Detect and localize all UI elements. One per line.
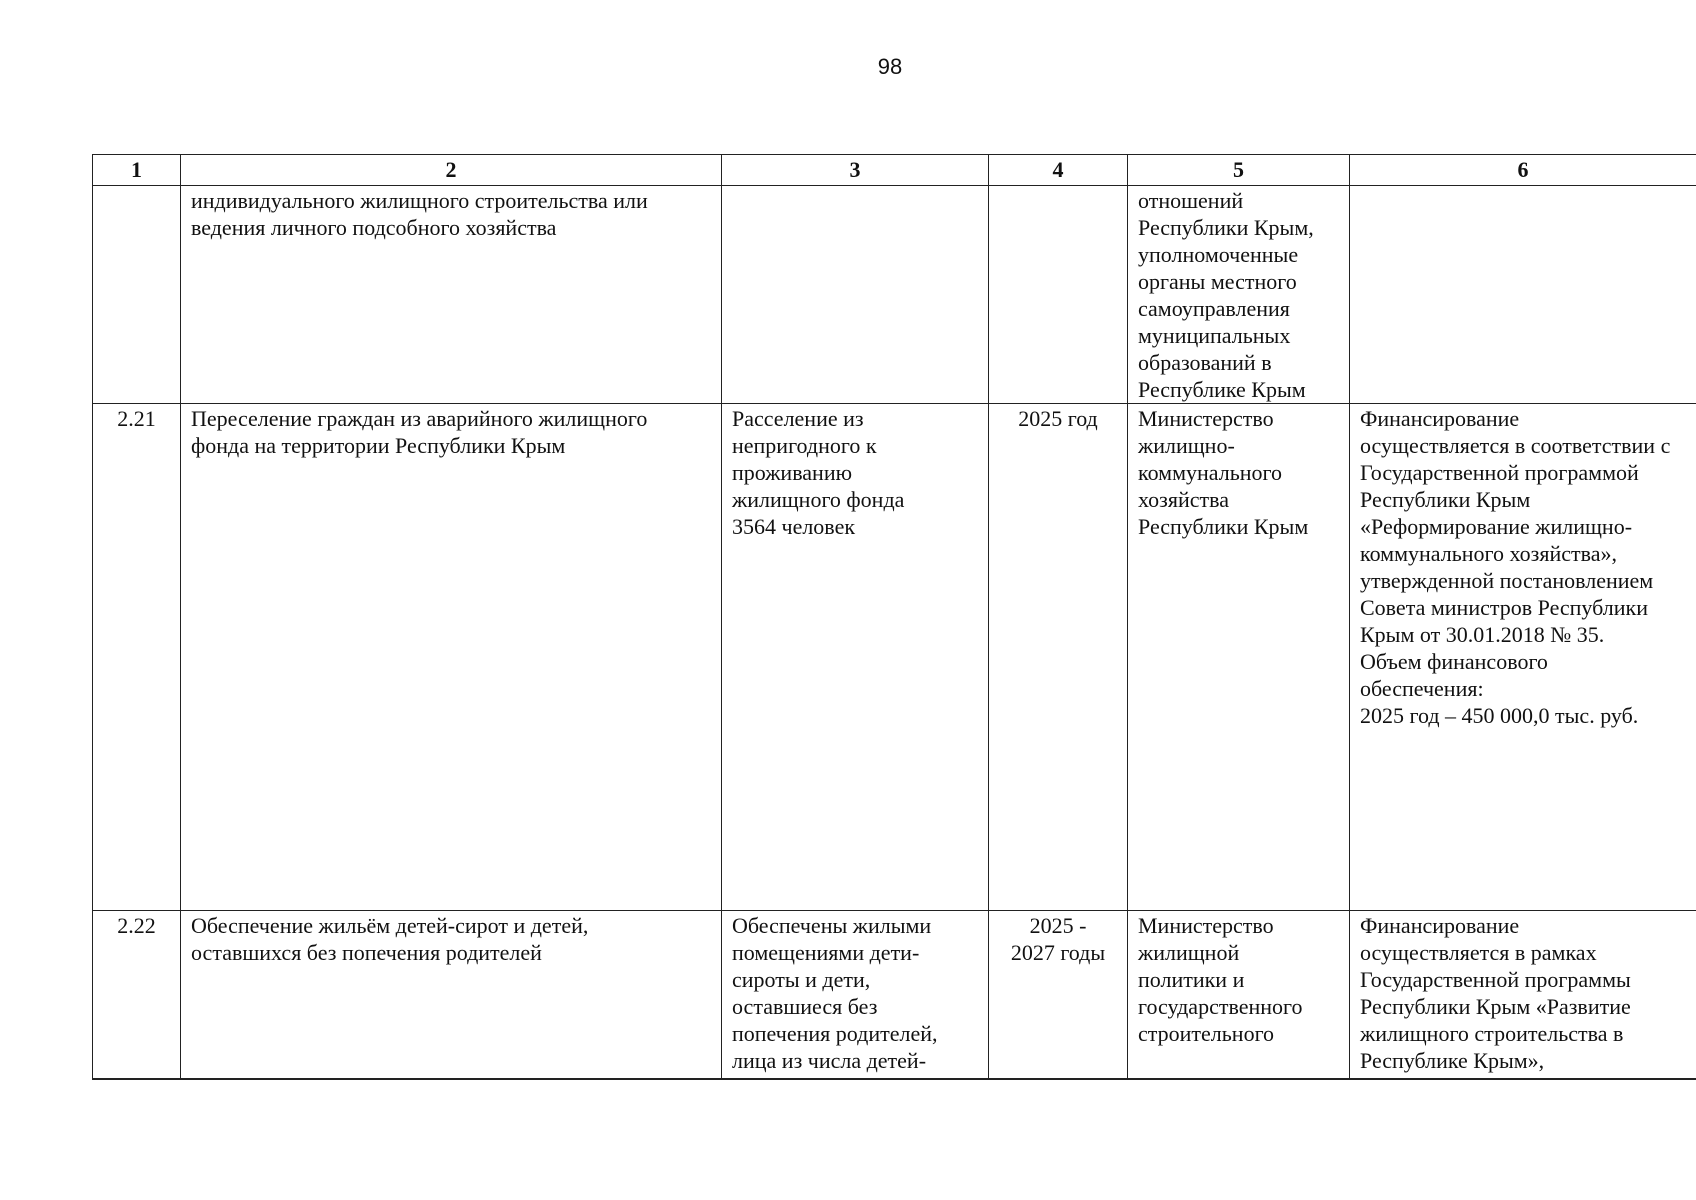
cell-text: 2.22 — [117, 913, 156, 938]
executor-cell — [1128, 404, 1350, 911]
cell-text-line: фонда на территории Республики Крым — [191, 433, 566, 458]
financing-cell — [1350, 911, 1696, 1080]
row-number-cell — [93, 186, 181, 404]
expected-result-cell — [722, 186, 989, 404]
cell-text-line: государственного — [1138, 994, 1303, 1019]
column-header-5: 5 — [1128, 155, 1350, 186]
cell-text-line: лица из числа детей- — [732, 1048, 927, 1073]
cell-text-line: жилищного строительства в — [1360, 1021, 1624, 1046]
cell-text-line: 2025 год – 450 000,0 тыс. руб. — [1360, 703, 1639, 728]
column-header-1: 1 — [93, 155, 181, 186]
cell-text-line: оставшихся без попечения родителей — [191, 940, 542, 965]
table-header-row — [93, 155, 1696, 186]
cell-text-line: Государственной программы — [1360, 967, 1631, 992]
page-number: 98 — [877, 54, 903, 79]
row-number-cell — [93, 404, 181, 911]
financing-cell — [1350, 404, 1696, 911]
cell-text-line: 2025 - — [1029, 913, 1087, 938]
cell-text-line: политики и — [1138, 967, 1245, 992]
cell-text-line: уполномоченные — [1138, 242, 1299, 267]
column-header-3: 3 — [722, 155, 989, 186]
cell-text-line: осуществляется в рамках — [1360, 940, 1597, 965]
cell-text-line: муниципальных — [1138, 323, 1291, 348]
cell-text-line: проживанию — [732, 460, 853, 485]
row-number-cell — [93, 911, 181, 1080]
cell-text-line: самоуправления — [1138, 296, 1290, 321]
term-cell — [989, 404, 1128, 911]
cell-text-line: попечения родителей, — [732, 1021, 938, 1046]
term-cell — [989, 911, 1128, 1080]
cell-text-line: оставшиеся без — [732, 994, 878, 1019]
cell-text-line: Республики Крым «Развитие — [1360, 994, 1631, 1019]
cell-text: 2.21 — [117, 406, 156, 431]
cell-text-line: хозяйства — [1138, 487, 1229, 512]
table-row — [93, 404, 1696, 911]
cell-text-line: Расселение из — [732, 406, 864, 431]
cell-text-line: индивидуального жилищного строительства или — [191, 188, 648, 213]
cell-text-line: ведения личного подсобного хозяйства — [191, 215, 557, 240]
table-row — [93, 186, 1696, 404]
cell-text-line: Обеспечение жильём детей-сирот и детей, — [191, 913, 589, 938]
cell-text-line: «Реформирование жилищно- — [1360, 514, 1633, 539]
cell-text-line: жилищной — [1138, 940, 1240, 965]
measure-name-cell — [181, 404, 722, 911]
cell-text-line: Крым от 30.01.2018 № 35. — [1360, 622, 1605, 647]
column-header-2: 2 — [181, 155, 722, 186]
cell-text-line: Переселение граждан из аварийного жилищного — [191, 406, 648, 431]
financing-cell — [1350, 186, 1696, 404]
cell-text-line: обеспечения: — [1360, 676, 1484, 701]
cell-text-line: непригодного к — [732, 433, 877, 458]
cell-text-line: коммунального хозяйства», — [1360, 541, 1617, 566]
cell-text-line: 2025 год — [1018, 406, 1098, 431]
cell-text-line: Обеспечены жилыми — [732, 913, 932, 938]
executor-cell — [1128, 911, 1350, 1080]
column-header-6: 6 — [1350, 155, 1696, 186]
cell-text-line: жилищного фонда — [732, 487, 905, 512]
expected-result-cell — [722, 911, 989, 1080]
cell-text-line: сироты и дети, — [732, 967, 871, 992]
cell-text-line: Объем финансового — [1360, 649, 1548, 674]
cell-text-line: строительного — [1138, 1021, 1275, 1046]
cell-text-line: помещениями дети- — [732, 940, 920, 965]
cell-text-line: осуществляется в соответствии с — [1360, 433, 1671, 458]
measure-name-cell — [181, 186, 722, 404]
cell-text-line: органы местного — [1138, 269, 1297, 294]
cell-text-line: 2027 годы — [1010, 940, 1106, 965]
cell-text-line: отношений — [1138, 188, 1244, 213]
cell-text-line: Республике Крым — [1138, 377, 1306, 402]
cell-text-line: Республики Крым, — [1138, 215, 1314, 240]
cell-text-line: Государственной программой — [1360, 460, 1639, 485]
cell-text-line: образований в — [1138, 350, 1272, 375]
cell-text-line: Республики Крым — [1360, 487, 1531, 512]
column-header-4: 4 — [989, 155, 1128, 186]
cell-text-line: 3564 человек — [732, 514, 856, 539]
cell-text-line: коммунального — [1138, 460, 1282, 485]
cell-text-line: жилищно- — [1138, 433, 1235, 458]
cell-text-line: Финансирование — [1360, 406, 1520, 431]
term-cell — [989, 186, 1128, 404]
executor-cell — [1128, 186, 1350, 404]
cell-text-line: утвержденной постановлением — [1360, 568, 1654, 593]
expected-result-cell — [722, 404, 989, 911]
measures-table — [92, 154, 1696, 1080]
cell-text-line: Министерство — [1138, 406, 1274, 431]
cell-text-line: Республике Крым», — [1360, 1048, 1545, 1073]
table-row — [93, 911, 1696, 1080]
measure-name-cell — [181, 911, 722, 1080]
cell-text-line: Республики Крым — [1138, 514, 1309, 539]
cell-text-line: Совета министров Республики — [1360, 595, 1648, 620]
cell-text-line: Министерство — [1138, 913, 1274, 938]
cell-text-line: Финансирование — [1360, 913, 1520, 938]
